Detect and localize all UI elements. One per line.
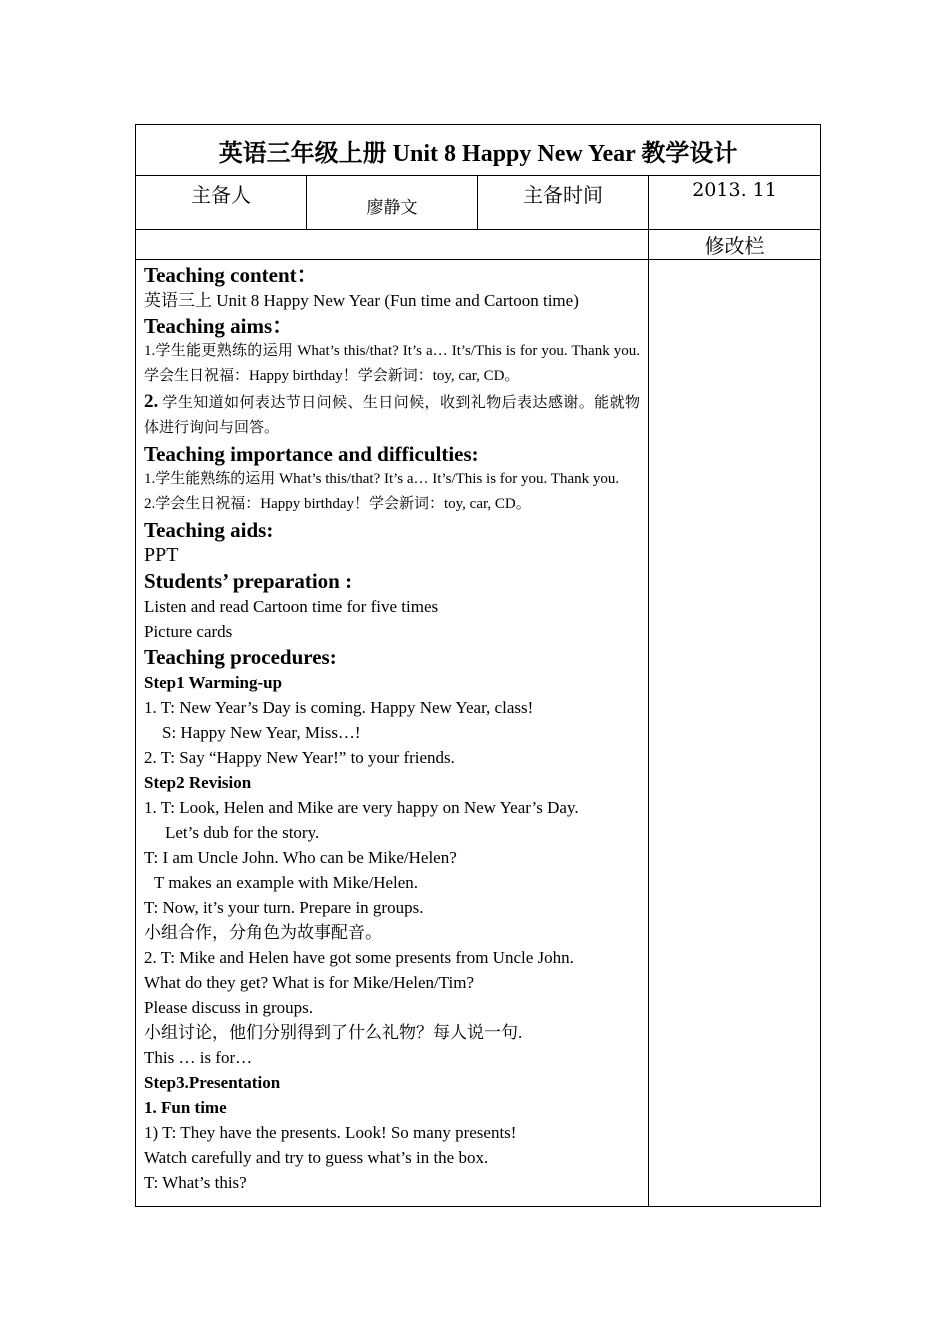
step-2-line-1: 1. T: Look, Helen and Mike are very happy on New Year’s Day. [144,798,579,817]
step-2-heading: Step2 Revision [144,773,252,792]
step-3-subheading: 1. Fun time [144,1098,227,1117]
step-3-heading: Step3.Presentation [144,1073,281,1092]
document-title: 英语三年级上册 Unit 8 Happy New Year 教学设计 [136,125,821,176]
step-2-line-6: 小组合作，分角色为故事配音。 [144,923,382,942]
aim-1: 1.学生能更熟练的运用 What’s this/that? It’s a… It’s/This is for you. Thank you. 学会生日祝福：Happy birthday！学会新词：toy, car, CD。 [144,343,640,384]
step-2-line-11: This … is for… [144,1048,253,1067]
aim-2 [144,389,640,441]
preparation-2: Picture cards [144,622,233,641]
step-3-line-3: T: What’s this? [144,1173,247,1192]
step-1-line-1: 1. T: New Year’s Day is coming. Happy New Year, class! [144,698,534,717]
revision-column-header: 修改栏 [649,230,821,260]
step-1-line-2: S: Happy New Year, Miss…! [162,723,361,742]
lesson-plan-table [135,124,821,1207]
revision-column-cell [649,260,821,1207]
step-2-line-9: Please discuss in groups. [144,998,314,1017]
step-3-line-2: Watch carefully and try to guess what’s in the box. [144,1148,489,1167]
teaching-content-text: 英语三上 Unit 8 Happy New Year (Fun time and Cartoon time) [144,291,579,310]
date-value: 2013. 11 [649,176,821,230]
step-2-line-2: Let’s dub for the story. [165,823,320,842]
aim-2-number: 2. [144,391,159,412]
aim-2-text: 学生知道如何表达节日问候、生日问候，收到礼物后表达感谢。能就物体进行询问与回答。 [144,395,640,436]
step-2-line-5: T: Now, it’s your turn. Prepare in groups. [144,898,424,917]
step-2-line-7: 2. T: Mike and Helen have got some presents from Uncle John. [144,948,574,967]
importance-heading: Teaching importance and difficulties: [144,442,479,466]
step-2-line-10: 小组讨论，他们分别得到了什么礼物？每人说一句. [144,1023,523,1042]
teaching-content-heading: Teaching content： [144,263,318,287]
lesson-content-cell [136,260,649,1207]
step-2-line-4: T makes an example with Mike/Helen. [154,873,419,892]
step-3-line-1: 1) T: They have the presents. Look! So many presents! [144,1123,517,1142]
author-label: 主备人 [136,176,307,230]
step-2-line-8: What do they get? What is for Mike/Helen/Tim? [144,973,475,992]
students-preparation-heading: Students’ preparation : [144,569,353,593]
teaching-aids-heading: Teaching aids: [144,518,274,542]
teaching-procedures-heading: Teaching procedures: [144,645,337,669]
date-label: 主备时间 [478,176,649,230]
teaching-aims-heading: Teaching aims： [144,314,294,338]
teaching-aids-text: PPT [144,544,179,566]
step-1-heading: Step1 Warming-up [144,673,283,692]
preparation-1: Listen and read Cartoon time for five times [144,597,439,616]
author-name: 廖静文 [307,176,478,230]
importance-1: 1.学生能熟练的运用 What’s this/that? It’s a… It’s/This is for you. Thank you. [144,471,620,487]
blank-header-cell [136,230,649,260]
importance-2: 2.学会生日祝福：Happy birthday！学会新词：toy, car, CD。 [144,496,531,512]
step-2-line-3: T: I am Uncle John. Who can be Mike/Helen? [144,848,457,867]
step-1-line-3: 2. T: Say “Happy New Year!” to your friends. [144,748,455,767]
